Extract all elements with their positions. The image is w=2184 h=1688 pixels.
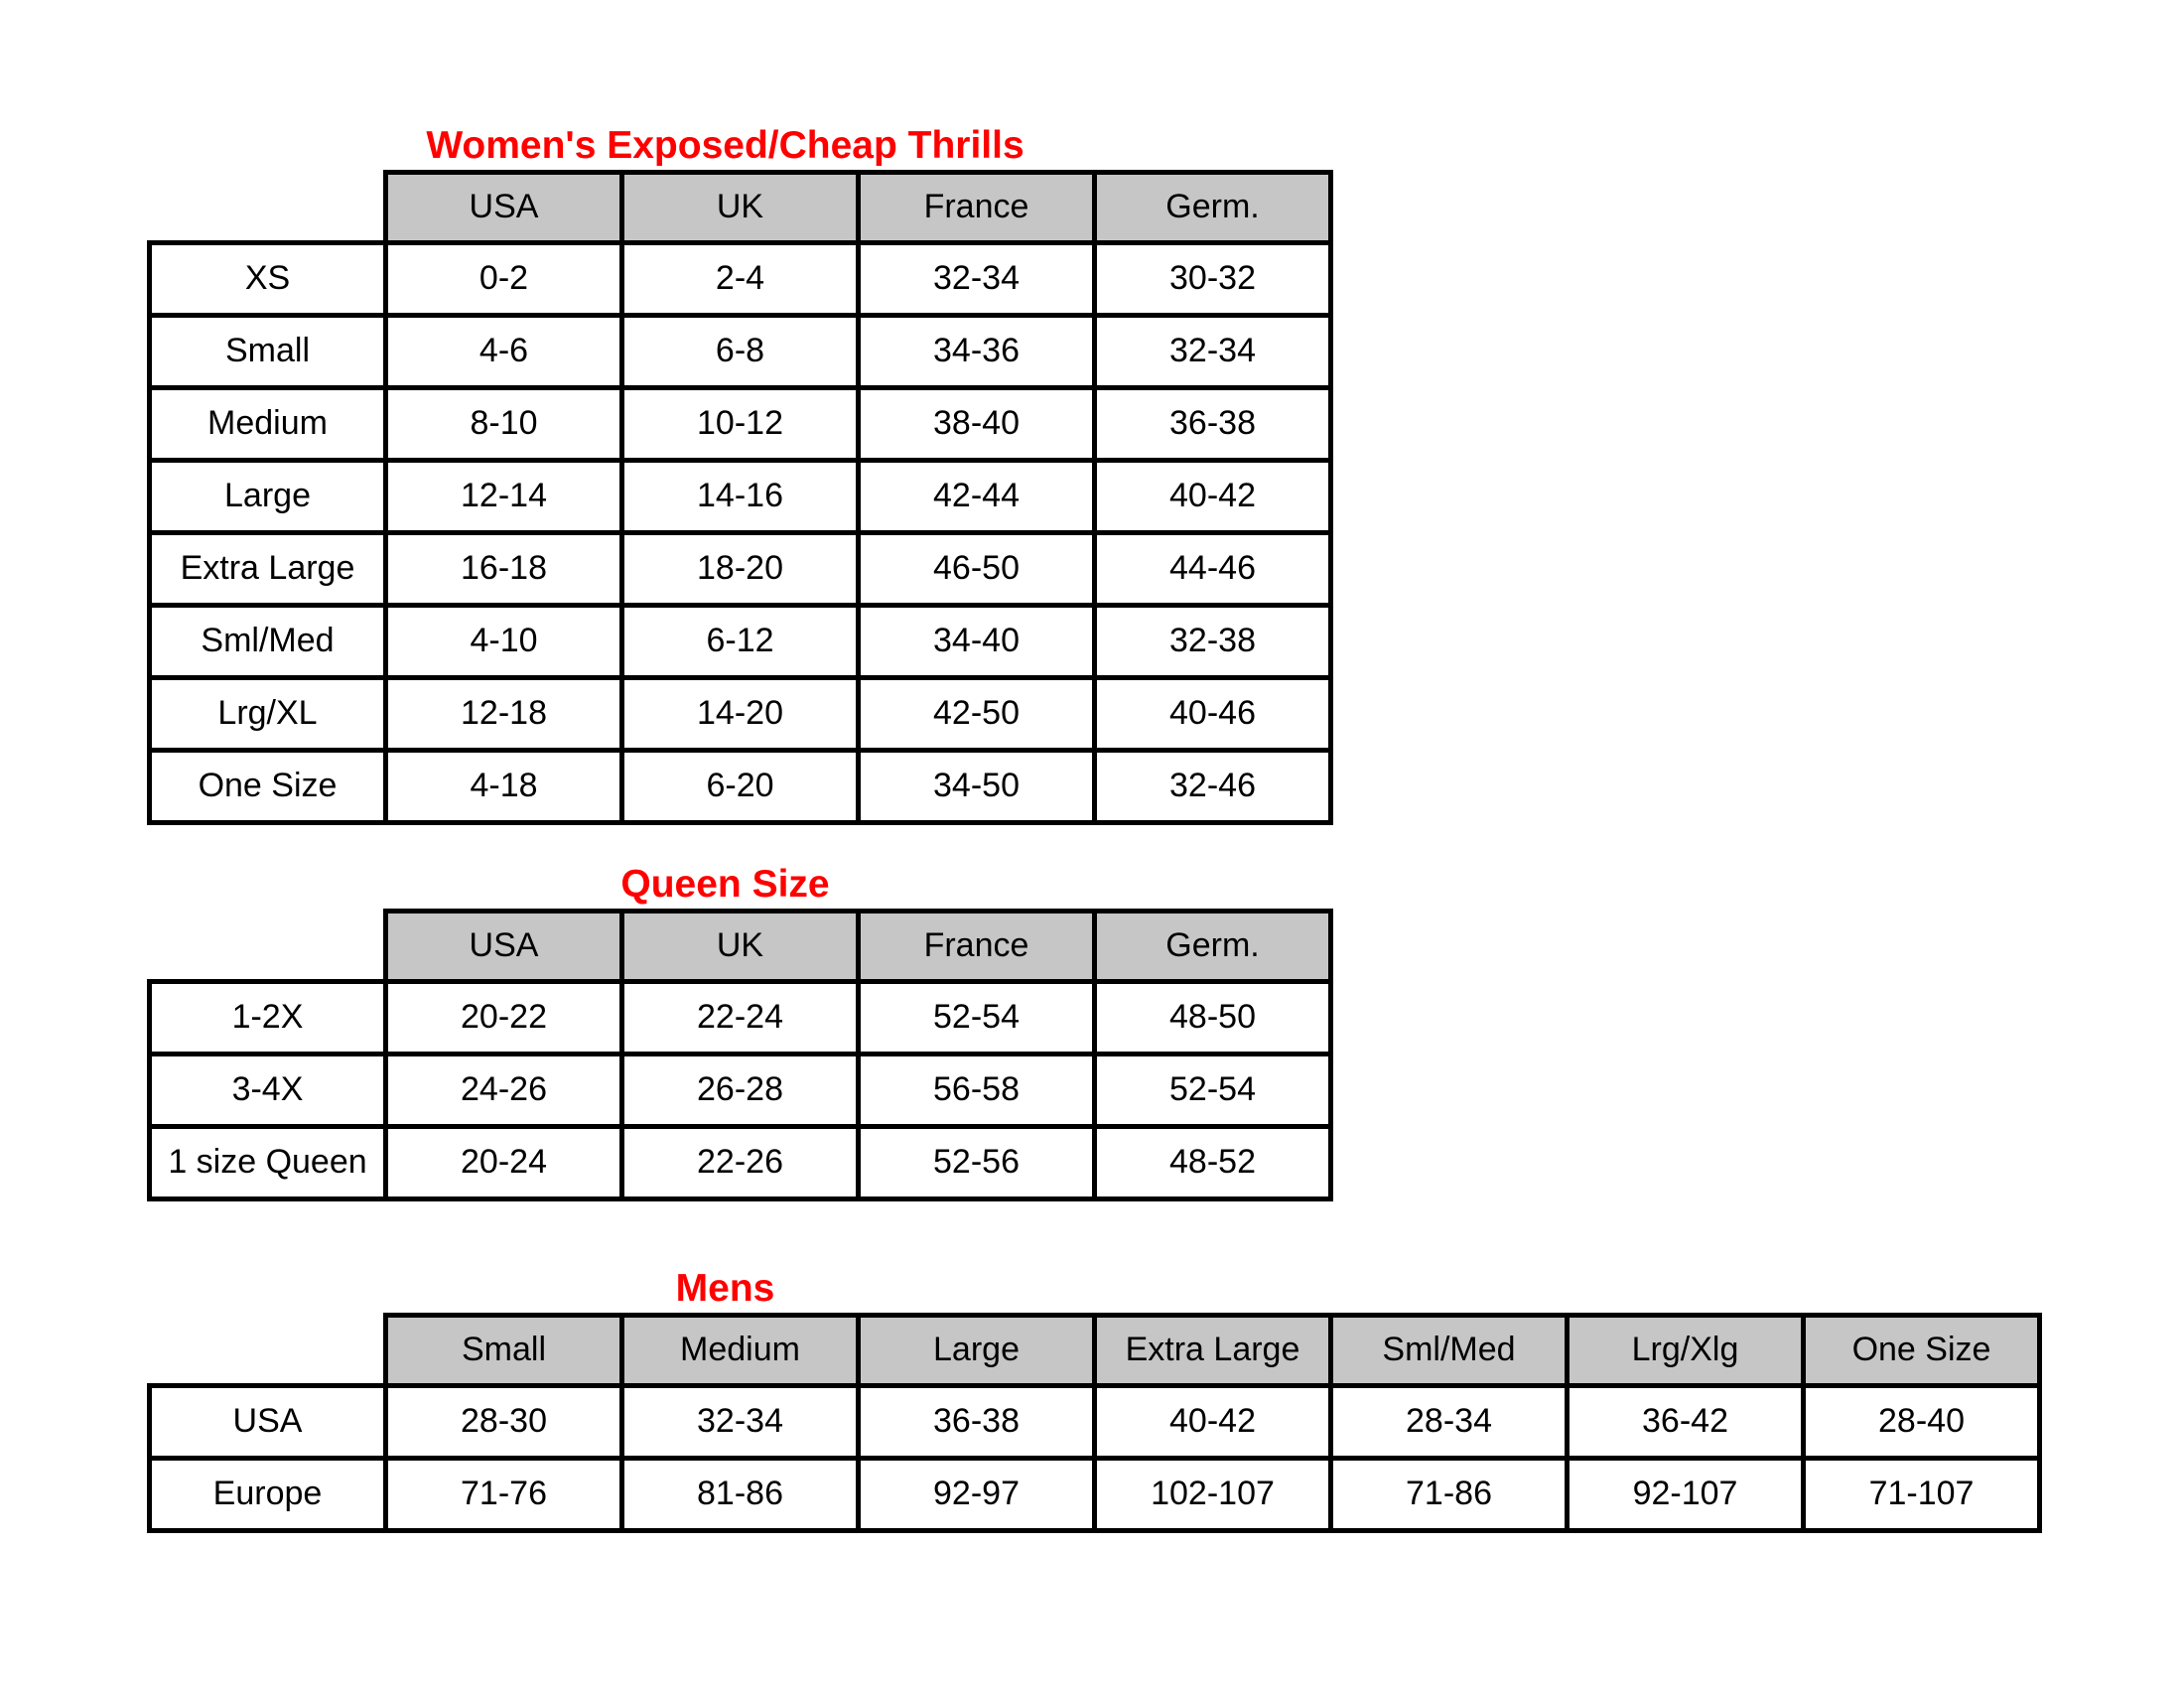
column-header: Sml/Med [1331, 1316, 1568, 1386]
size-cell: 18-20 [622, 532, 859, 605]
size-cell: 22-24 [622, 981, 859, 1054]
table-row [150, 460, 1331, 532]
size-cell: 52-56 [859, 1126, 1095, 1198]
size-cell: 52-54 [859, 981, 1095, 1054]
size-cell: 32-46 [1095, 750, 1331, 822]
size-cell: 4-10 [386, 605, 622, 677]
size-cell: 14-16 [622, 460, 859, 532]
header-row [150, 173, 1331, 243]
column-header: USA [386, 912, 622, 982]
size-cell: 48-52 [1095, 1126, 1331, 1198]
size-cell: 12-14 [386, 460, 622, 532]
size-cell: 71-107 [1804, 1458, 2040, 1530]
column-header: Germ. [1095, 912, 1331, 982]
size-cell: 16-18 [386, 532, 622, 605]
size-cell: 32-38 [1095, 605, 1331, 677]
row-label: Sml/Med [150, 605, 386, 677]
size-cell: 30-32 [1095, 242, 1331, 315]
column-header: France [859, 173, 1095, 243]
table-row [150, 1385, 2040, 1458]
row-label: 1-2X [150, 981, 386, 1054]
size-cell: 48-50 [1095, 981, 1331, 1054]
row-label: Small [150, 315, 386, 387]
size-cell: 40-42 [1095, 1385, 1331, 1458]
table-row [150, 677, 1331, 750]
size-cell: 42-50 [859, 677, 1095, 750]
table-row [150, 532, 1331, 605]
size-cell: 36-38 [859, 1385, 1095, 1458]
table-row [150, 1458, 2040, 1530]
table-row [150, 242, 1331, 315]
size-cell: 36-38 [1095, 387, 1331, 460]
size-cell: 102-107 [1095, 1458, 1331, 1530]
size-cell: 4-18 [386, 750, 622, 822]
size-cell: 6-12 [622, 605, 859, 677]
column-header: Medium [622, 1316, 859, 1386]
column-header: Lrg/Xlg [1568, 1316, 1804, 1386]
size-cell: 71-86 [1331, 1458, 1568, 1530]
size-cell: 26-28 [622, 1054, 859, 1126]
size-cell: 32-34 [859, 242, 1095, 315]
column-header: UK [622, 173, 859, 243]
size-cell: 81-86 [622, 1458, 859, 1530]
size-cell: 8-10 [386, 387, 622, 460]
size-cell: 20-24 [386, 1126, 622, 1198]
column-header: UK [622, 912, 859, 982]
size-cell: 22-26 [622, 1126, 859, 1198]
size-cell: 34-40 [859, 605, 1095, 677]
row-label: 3-4X [150, 1054, 386, 1126]
size-cell: 0-2 [386, 242, 622, 315]
size-cell: 28-34 [1331, 1385, 1568, 1458]
table-row [150, 1054, 1331, 1126]
size-cell: 12-18 [386, 677, 622, 750]
size-cell: 71-76 [386, 1458, 622, 1530]
row-label: One Size [150, 750, 386, 822]
table-row [150, 1126, 1331, 1198]
size-cell: 28-30 [386, 1385, 622, 1458]
size-cell: 32-34 [1095, 315, 1331, 387]
column-header: USA [386, 173, 622, 243]
column-header: Large [859, 1316, 1095, 1386]
womens-size-table [147, 170, 1333, 825]
size-cell: 14-20 [622, 677, 859, 750]
table-title-queen: Queen Size [620, 863, 830, 906]
size-cell: 52-54 [1095, 1054, 1331, 1126]
size-cell: 40-42 [1095, 460, 1331, 532]
header-row [150, 1316, 2040, 1386]
size-cell: 2-4 [622, 242, 859, 315]
size-cell: 6-8 [622, 315, 859, 387]
row-label: XS [150, 242, 386, 315]
size-cell: 34-36 [859, 315, 1095, 387]
queen-size-table [147, 909, 1333, 1201]
row-label: Lrg/XL [150, 677, 386, 750]
table-row [150, 315, 1331, 387]
size-cell: 10-12 [622, 387, 859, 460]
column-header: Germ. [1095, 173, 1331, 243]
size-cell: 92-107 [1568, 1458, 1804, 1530]
corner-spacer [150, 173, 386, 243]
column-header: Small [386, 1316, 622, 1386]
size-cell: 42-44 [859, 460, 1095, 532]
size-cell: 38-40 [859, 387, 1095, 460]
size-cell: 24-26 [386, 1054, 622, 1126]
size-cell: 56-58 [859, 1054, 1095, 1126]
mens-size-table [147, 1313, 2042, 1533]
column-header: One Size [1804, 1316, 2040, 1386]
size-cell: 36-42 [1568, 1385, 1804, 1458]
size-cell: 92-97 [859, 1458, 1095, 1530]
size-cell: 6-20 [622, 750, 859, 822]
column-header: Extra Large [1095, 1316, 1331, 1386]
size-cell: 40-46 [1095, 677, 1331, 750]
size-cell: 46-50 [859, 532, 1095, 605]
row-label: 1 size Queen [150, 1126, 386, 1198]
table-row [150, 387, 1331, 460]
table-title-mens: Mens [675, 1267, 775, 1310]
size-cell: 28-40 [1804, 1385, 2040, 1458]
column-header: France [859, 912, 1095, 982]
row-label: USA [150, 1385, 386, 1458]
corner-spacer [150, 912, 386, 982]
size-cell: 4-6 [386, 315, 622, 387]
row-label: Extra Large [150, 532, 386, 605]
table-row [150, 605, 1331, 677]
size-cell: 20-22 [386, 981, 622, 1054]
header-row [150, 912, 1331, 982]
size-cell: 44-46 [1095, 532, 1331, 605]
row-label: Large [150, 460, 386, 532]
size-cell: 34-50 [859, 750, 1095, 822]
corner-spacer [150, 1316, 386, 1386]
size-cell: 32-34 [622, 1385, 859, 1458]
table-row [150, 981, 1331, 1054]
table-row [150, 750, 1331, 822]
table-title-womens: Women's Exposed/Cheap Thrills [426, 124, 1024, 167]
row-label: Medium [150, 387, 386, 460]
row-label: Europe [150, 1458, 386, 1530]
